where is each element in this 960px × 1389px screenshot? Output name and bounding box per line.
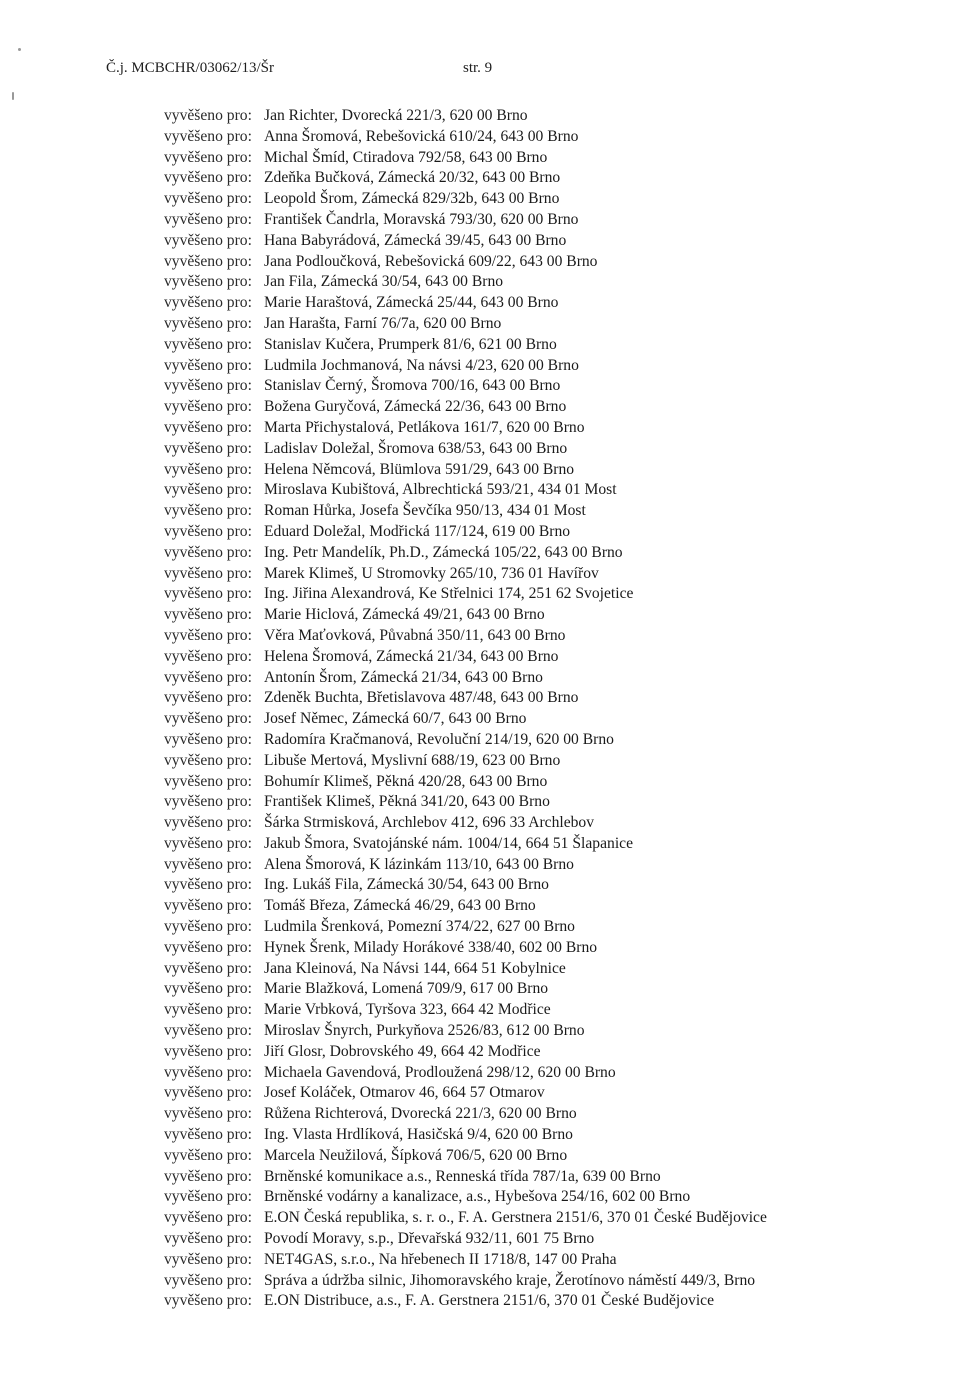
entry-label: vyvěšeno pro: — [164, 127, 252, 145]
entry-label: vyvěšeno pro: — [164, 314, 252, 332]
entry-recipient: Správa a údržba silnic, Jihomoravského kraje, Žerotínovo náměstí 449/3, Brno — [264, 1271, 756, 1289]
entry-recipient: František Klimeš, Pěkná 341/20, 643 00 Brno — [264, 793, 550, 811]
list-item — [164, 959, 944, 980]
entry-label: vyvěšeno pro: — [164, 418, 252, 436]
entry-recipient: Anna Šromová, Rebešovická 610/24, 643 00 Brno — [264, 127, 579, 145]
list-item — [164, 1291, 944, 1312]
entry-recipient: Miroslav Šnyrch, Purkyňova 2526/83, 612 00 Brno — [264, 1022, 585, 1040]
list-item — [164, 855, 944, 876]
entry-label: vyvěšeno pro: — [164, 1292, 252, 1310]
list-item — [164, 875, 944, 896]
entry-recipient: Jan Harašta, Farní 76/7a, 620 00 Brno — [264, 314, 502, 332]
list-item — [164, 730, 944, 751]
entry-label: vyvěšeno pro: — [164, 231, 252, 249]
list-item — [164, 1167, 944, 1188]
entry-label: vyvěšeno pro: — [164, 772, 252, 790]
list-item — [164, 501, 944, 522]
list-item — [164, 813, 944, 834]
entry-label: vyvěšeno pro: — [164, 1209, 252, 1227]
list-item — [164, 647, 944, 668]
entry-recipient: Hynek Šrenk, Milady Horákové 338/40, 602 00 Brno — [264, 938, 598, 956]
entry-label: vyvěšeno pro: — [164, 1105, 252, 1123]
list-item — [164, 772, 944, 793]
entry-recipient: Jan Richter, Dvorecká 221/3, 620 00 Brno — [264, 107, 528, 124]
list-item — [164, 1229, 944, 1250]
entry-recipient: Michal Šmíd, Ctiradova 792/58, 643 00 Brno — [264, 148, 548, 166]
list-item — [164, 584, 944, 605]
list-item — [164, 293, 944, 314]
entry-label: vyvěšeno pro: — [164, 148, 252, 166]
entry-label: vyvěšeno pro: — [164, 855, 252, 873]
entry-recipient: Radomíra Kračmanová, Revoluční 214/19, 620 00 Brno — [264, 730, 614, 748]
entry-label: vyvěšeno pro: — [164, 1146, 252, 1164]
list-item — [164, 1146, 944, 1167]
entry-label: vyvěšeno pro: — [164, 1250, 252, 1268]
entry-recipient: E.ON Česká republika, s. r. o., F. A. Gerstnera 2151/6, 370 01 České Budějovice — [264, 1209, 767, 1227]
entry-label: vyvěšeno pro: — [164, 522, 252, 540]
entry-label: vyvěšeno pro: — [164, 959, 252, 977]
entry-label: vyvěšeno pro: — [164, 1063, 252, 1081]
list-item — [164, 1000, 944, 1021]
list-item — [164, 688, 944, 709]
entry-recipient: Jan Fila, Zámecká 30/54, 643 00 Brno — [264, 273, 504, 291]
list-item — [164, 543, 944, 564]
entry-recipient: Ing. Petr Mandelík, Ph.D., Zámecká 105/22, 643 00 Brno — [264, 543, 623, 561]
entry-label: vyvěšeno pro: — [164, 730, 252, 748]
entry-recipient: Brněnské komunikace a.s., Renneská třída 787/1a, 639 00 Brno — [264, 1167, 661, 1185]
list-item — [164, 917, 944, 938]
entry-recipient: Hana Babyrádová, Zámecká 39/45, 643 00 Brno — [264, 231, 567, 249]
entry-recipient: Marta Přichystalová, Petlákova 161/7, 620 00 Brno — [264, 418, 585, 436]
list-item — [164, 335, 944, 356]
entry-recipient: Josef Koláček, Otmarov 46, 664 57 Otmarov — [264, 1084, 545, 1102]
entry-label: vyvěšeno pro: — [164, 398, 252, 416]
entry-recipient: Libuše Mertová, Myslivní 688/19, 623 00 Brno — [264, 751, 561, 769]
entry-recipient: Ing. Vlasta Hrdlíková, Hasičská 9/4, 620 00 Brno — [264, 1126, 573, 1144]
entry-label: vyvěšeno pro: — [164, 1271, 252, 1289]
entry-label: vyvěšeno pro: — [164, 606, 252, 624]
entry-recipient: Povodí Moravy, s.p., Dřevařská 932/11, 601 75 Brno — [264, 1230, 595, 1248]
entry-recipient: Leopold Šrom, Zámecká 829/32b, 643 00 Brno — [264, 190, 560, 208]
list-item — [164, 189, 944, 210]
entry-label: vyvěšeno pro: — [164, 377, 252, 395]
list-item — [164, 210, 944, 231]
entry-label: vyvěšeno pro: — [164, 876, 252, 894]
list-item — [164, 626, 944, 647]
entry-label: vyvěšeno pro: — [164, 1001, 252, 1019]
entry-recipient: Věra Maťovková, Půvabná 350/11, 643 00 Brno — [264, 626, 566, 644]
entry-recipient: Brněnské vodárny a kanalizace, a.s., Hybešova 254/16, 602 00 Brno — [264, 1188, 691, 1206]
entry-recipient: Růžena Richterová, Dvorecká 221/3, 620 00 Brno — [264, 1105, 577, 1123]
posting-list — [164, 106, 944, 1312]
list-item — [164, 938, 944, 959]
entry-label: vyvěšeno pro: — [164, 564, 252, 582]
entry-recipient: Bohumír Klimeš, Pěkná 420/28, 643 00 Brno — [264, 772, 548, 790]
list-item — [164, 751, 944, 772]
entry-label: vyvěšeno pro: — [164, 252, 252, 270]
list-item — [164, 1104, 944, 1125]
entry-label: vyvěšeno pro: — [164, 1022, 252, 1040]
entry-label: vyvěšeno pro: — [164, 793, 252, 811]
reference-number: Č.j. MCBCHR/03062/13/Šr — [106, 60, 274, 76]
entry-label: vyvěšeno pro: — [164, 1084, 252, 1102]
entry-label: vyvěšeno pro: — [164, 626, 252, 644]
entry-recipient: Marie Blažková, Lomená 709/9, 617 00 Brno — [264, 980, 549, 998]
entry-label: vyvěšeno pro: — [164, 460, 252, 478]
list-item — [164, 792, 944, 813]
entry-recipient: Ludmila Jochmanová, Na návsi 4/23, 620 00 Brno — [264, 356, 579, 374]
entry-recipient: Josef Němec, Zámecká 60/7, 643 00 Brno — [264, 710, 527, 728]
list-item — [164, 480, 944, 501]
list-item — [164, 148, 944, 169]
entry-recipient: Helena Šromová, Zámecká 21/34, 643 00 Brno — [264, 647, 559, 665]
entry-recipient: Marcela Neužilová, Šípková 706/5, 620 00 Brno — [264, 1146, 568, 1164]
entry-label: vyvěšeno pro: — [164, 210, 252, 228]
list-item — [164, 979, 944, 1000]
list-item — [164, 376, 944, 397]
list-item — [164, 1250, 944, 1271]
entry-label: vyvěšeno pro: — [164, 689, 252, 707]
list-item — [164, 460, 944, 481]
entry-recipient: Roman Hůrka, Josefa Ševčíka 950/13, 434 01 Most — [264, 502, 586, 520]
entry-label: vyvěšeno pro: — [164, 710, 252, 728]
entry-recipient: E.ON Distribuce, a.s., F. A. Gerstnera 2151/6, 370 01 České Budějovice — [264, 1292, 715, 1310]
entry-label: vyvěšeno pro: — [164, 169, 252, 187]
entry-label: vyvěšeno pro: — [164, 439, 252, 457]
entry-recipient: Tomáš Březa, Zámecká 46/29, 643 00 Brno — [264, 897, 536, 915]
entry-label: vyvěšeno pro: — [164, 294, 252, 312]
entry-recipient: Ing. Jiřina Alexandrová, Ke Střelnici 174, 251 62 Svojetice — [264, 585, 634, 603]
entry-recipient: Jana Kleinová, Na Návsi 144, 664 51 Kobylnice — [264, 959, 566, 977]
entry-label: vyvěšeno pro: — [164, 190, 252, 208]
entry-label: vyvěšeno pro: — [164, 814, 252, 832]
entry-label: vyvěšeno pro: — [164, 543, 252, 561]
list-item — [164, 272, 944, 293]
entry-label: vyvěšeno pro: — [164, 356, 252, 374]
scan-speck — [18, 48, 21, 51]
entry-recipient: Marie Hiclová, Zámecká 49/21, 643 00 Brno — [264, 606, 545, 624]
entry-label: vyvěšeno pro: — [164, 273, 252, 291]
entry-label: vyvěšeno pro: — [164, 834, 252, 852]
list-item — [164, 1125, 944, 1146]
entry-recipient: Helena Němcová, Blümlova 591/29, 643 00 Brno — [264, 460, 575, 478]
entry-label: vyvěšeno pro: — [164, 1188, 252, 1206]
entry-label: vyvěšeno pro: — [164, 1167, 252, 1185]
entry-recipient: Stanislav Černý, Šromova 700/16, 643 00 Brno — [264, 377, 561, 395]
entry-recipient: Eduard Doležal, Modřická 117/124, 619 00 Brno — [264, 522, 571, 540]
entry-label: vyvěšeno pro: — [164, 502, 252, 520]
entry-recipient: Ing. Lukáš Fila, Zámecká 30/54, 643 00 Brno — [264, 876, 549, 894]
list-item — [164, 709, 944, 730]
entry-recipient: Ladislav Doležal, Šromova 638/53, 643 00 Brno — [264, 439, 568, 457]
entry-recipient: Michaela Gavendová, Prodloužená 298/12, 620 00 Brno — [264, 1063, 616, 1081]
entry-label: vyvěšeno pro: — [164, 107, 252, 124]
entry-label: vyvěšeno pro: — [164, 481, 252, 499]
entry-recipient: Marek Klimeš, U Stromovky 265/10, 736 01 Havířov — [264, 564, 599, 582]
entry-label: vyvěšeno pro: — [164, 980, 252, 998]
list-item — [164, 397, 944, 418]
list-item — [164, 168, 944, 189]
list-item — [164, 127, 944, 148]
entry-recipient: NET4GAS, s.r.o., Na hřebenech II 1718/8, 147 00 Praha — [264, 1250, 617, 1268]
entry-recipient: Šárka Strmisková, Archlebov 412, 696 33 Archlebov — [264, 814, 595, 832]
entry-recipient: František Čandrla, Moravská 793/30, 620 00 Brno — [264, 210, 579, 228]
entry-recipient: Stanislav Kučera, Prumperk 81/6, 621 00 Brno — [264, 335, 557, 353]
scan-speck — [12, 92, 14, 100]
entry-recipient: Marie Haraštová, Zámecká 25/44, 643 00 Brno — [264, 294, 559, 312]
list-item — [164, 439, 944, 460]
list-item — [164, 356, 944, 377]
entry-label: vyvěšeno pro: — [164, 897, 252, 915]
entry-recipient: Zdeňka Bučková, Zámecká 20/32, 643 00 Brno — [264, 169, 561, 187]
list-item — [164, 1187, 944, 1208]
entry-label: vyvěšeno pro: — [164, 647, 252, 665]
entry-label: vyvěšeno pro: — [164, 1126, 252, 1144]
entry-recipient: Antonín Šrom, Zámecká 21/34, 643 00 Brno — [264, 668, 543, 686]
entry-recipient: Miroslava Kubištová, Albrechtická 593/21, 434 01 Most — [264, 481, 617, 499]
entry-label: vyvěšeno pro: — [164, 1042, 252, 1060]
list-item — [164, 1271, 944, 1292]
entry-recipient: Alena Šmorová, K lázinkám 113/10, 643 00 Brno — [264, 855, 574, 873]
list-item — [164, 605, 944, 626]
entry-recipient: Jana Podloučková, Rebešovická 609/22, 643 00 Brno — [264, 252, 598, 270]
list-item — [164, 522, 944, 543]
entry-recipient: Jiří Glosr, Dobrovského 49, 664 42 Modřice — [264, 1042, 541, 1060]
list-item — [164, 314, 944, 335]
list-item — [164, 896, 944, 917]
entry-label: vyvěšeno pro: — [164, 335, 252, 353]
entry-recipient: Zdeněk Buchta, Břetislavova 487/48, 643 00 Brno — [264, 689, 579, 707]
entry-recipient: Božena Guryčová, Zámecká 22/36, 643 00 Brno — [264, 398, 567, 416]
entry-recipient: Jakub Šmora, Svatojánské nám. 1004/14, 664 51 Šlapanice — [264, 834, 633, 852]
list-item — [164, 1063, 944, 1084]
list-item — [164, 231, 944, 252]
list-item — [164, 1208, 944, 1229]
list-item — [164, 668, 944, 689]
list-item — [164, 418, 944, 439]
page-number: str. 9 — [463, 60, 493, 76]
entry-label: vyvěšeno pro: — [164, 585, 252, 603]
list-item — [164, 106, 944, 127]
list-item — [164, 252, 944, 273]
list-item — [164, 1042, 944, 1063]
list-item — [164, 834, 944, 855]
entry-label: vyvěšeno pro: — [164, 668, 252, 686]
list-item — [164, 1083, 944, 1104]
list-item — [164, 564, 944, 585]
entry-label: vyvěšeno pro: — [164, 938, 252, 956]
entry-recipient: Ludmila Šrenková, Pomezní 374/22, 627 00 Brno — [264, 918, 575, 936]
list-item — [164, 1021, 944, 1042]
entry-label: vyvěšeno pro: — [164, 918, 252, 936]
entry-label: vyvěšeno pro: — [164, 1230, 252, 1248]
entry-label: vyvěšeno pro: — [164, 751, 252, 769]
entry-recipient: Marie Vrbková, Tyršova 323, 664 42 Modřice — [264, 1001, 551, 1019]
